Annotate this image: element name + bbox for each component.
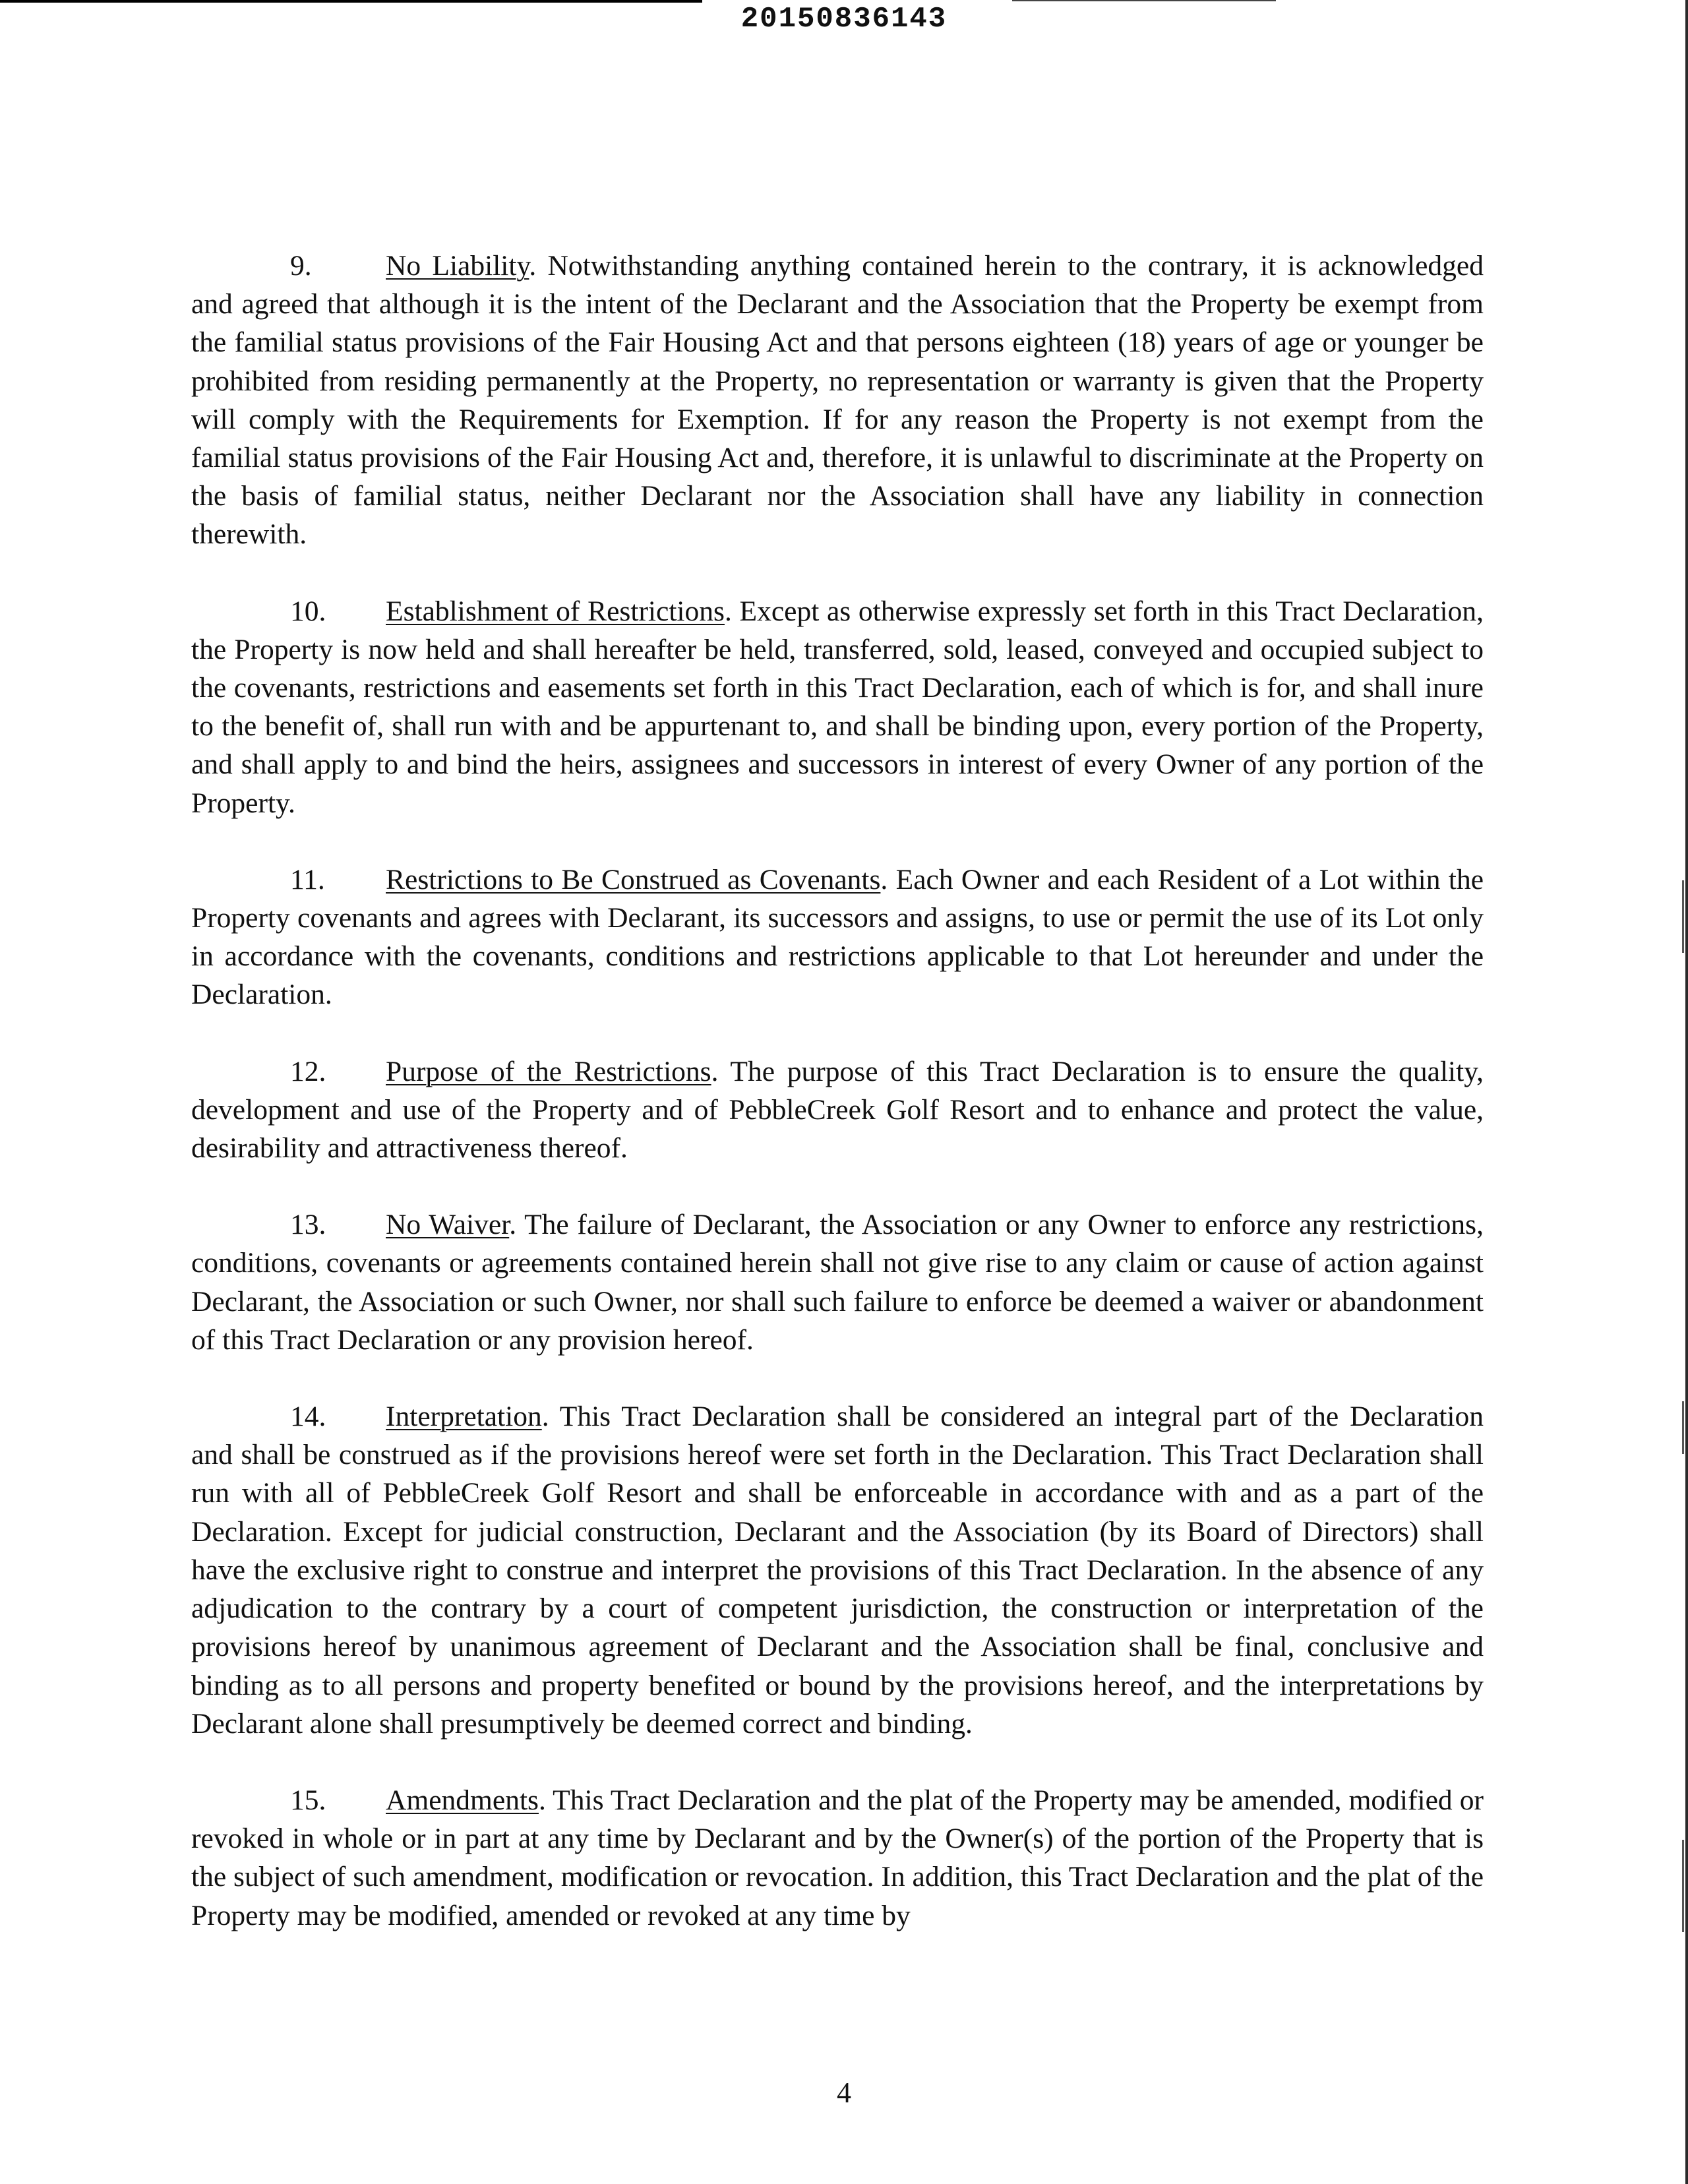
section-11	[191, 861, 1484, 1014]
section-13	[191, 1205, 1484, 1359]
section-number: 10.	[290, 595, 326, 627]
section-9	[191, 247, 1484, 554]
section-text: . This Tract Declaration shall be considered an integral part of the Declaration and shall be construed as if the provisions hereof were set forth in the Declaration. This Tract Declaration shall run with all of PebbleCreek Golf Resort and shall be enforceable in accordance with and as a part of the Declaration. Except for judicial construction, Declarant and the Association (by its Board of Directors) shall have the exclusive right to construe and interpret the provisions of this Tract Declaration. In the absence of any adjudication to the contrary by a court of competent jurisdiction, the construction or interpretation of the provisions hereof by unanimous agreement of Declarant and the Association shall be final, conclusive and binding as to all persons and property benefited or bound by the provisions hereof, and the interpretations by Declarant alone shall presumptively be deemed correct and binding.	[191, 1401, 1484, 1740]
scan-edge-line	[1685, 0, 1688, 2184]
section-heading: No Liability	[386, 250, 529, 282]
section-15	[191, 1781, 1484, 1935]
section-text: . The failure of Declarant, the Association or any Owner to enforce any restrictions, conditions, covenants or agreements contained herein shall not give rise to any claim or cause of action against Declarant, the Association or such Owner, nor shall such failure to enforce be deemed a waiver or abandonment of this Tract Declaration or any provision hereof.	[191, 1209, 1484, 1356]
section-10	[191, 592, 1484, 822]
section-14	[191, 1397, 1484, 1743]
section-number: 14.	[290, 1401, 326, 1433]
section-12	[191, 1052, 1484, 1168]
section-heading: Purpose of the Restrictions	[386, 1055, 711, 1087]
margin-mark	[1682, 1401, 1684, 1454]
section-text: . This Tract Declaration and the plat of the Property may be amended, modified or revoked in whole or in part at any time by Declarant and by the Owner(s) of the portion of the Property that is the subject of such amendment, modification or revocation. In addition, this Tract Declaration and the plat of the Property may be modified, amended or revoked at any time by	[191, 1784, 1484, 1931]
section-heading: Amendments	[386, 1784, 539, 1816]
section-text: . The purpose of this Tract Declaration is to ensure the quality, development and use of the Property and of PebbleCreek Golf Resort and to enhance and protect the value, desirability and attractiveness thereof.	[191, 1055, 1484, 1165]
section-number: 9.	[290, 250, 312, 282]
page-number: 4	[837, 2077, 851, 2109]
section-number: 11.	[290, 863, 325, 895]
section-text: . Notwithstanding anything contained herein to the contrary, it is acknowledged and agreed that although it is the intent of the Declarant and the Association that the Property be exempt from the familial status provisions of the Fair Housing Act and that persons eighteen (18) years of age or younger be prohibited from residing permanently at the Property, no representation or warranty is given that the Property will comply with the Requirements for Exemption. If for any reason the Property is not exempt from the familial status provisions of the Fair Housing Act and, therefore, it is unlawful to discriminate at the Property on the basis of familial status, neither Declarant nor the Association shall have any liability in connection therewith.	[191, 250, 1484, 551]
section-heading: No Waiver	[386, 1209, 510, 1241]
section-heading: Interpretation	[386, 1401, 542, 1433]
section-number: 13.	[290, 1209, 326, 1241]
section-number: 15.	[290, 1784, 326, 1816]
section-number: 12.	[290, 1055, 326, 1087]
section-heading: Restrictions to Be Construed as Covenants	[386, 863, 881, 895]
margin-mark	[1682, 1840, 1684, 1932]
section-text: . Except as otherwise expressly set forth in this Tract Declaration, the Property is now held and shall hereafter be held, transferred, sold, leased, conveyed and occupied subject to the covenants, restrictions and easements set forth in this Tract Declaration, each of which is for, and shall inure to the benefit of, shall run with and be appurtenant to, and shall be binding upon, every portion of the Property, and shall apply to and bind the heirs, assignees and successors in interest of every Owner of any portion of the Property.	[191, 595, 1484, 819]
top-scan-rule-right	[1012, 0, 1276, 1]
document-body	[191, 247, 1484, 1973]
section-text: . Each Owner and each Resident of a Lot within the Property covenants and agrees with Declarant, its successors and assigns, to use or permit the use of its Lot only in accordance with the covenants, conditions and restrictions applicable to that Lot hereunder and under the Declaration.	[191, 863, 1484, 1011]
margin-mark	[1682, 880, 1684, 953]
section-heading: Establishment of Restrictions	[386, 595, 725, 627]
recording-number: 20150836143	[740, 3, 948, 36]
